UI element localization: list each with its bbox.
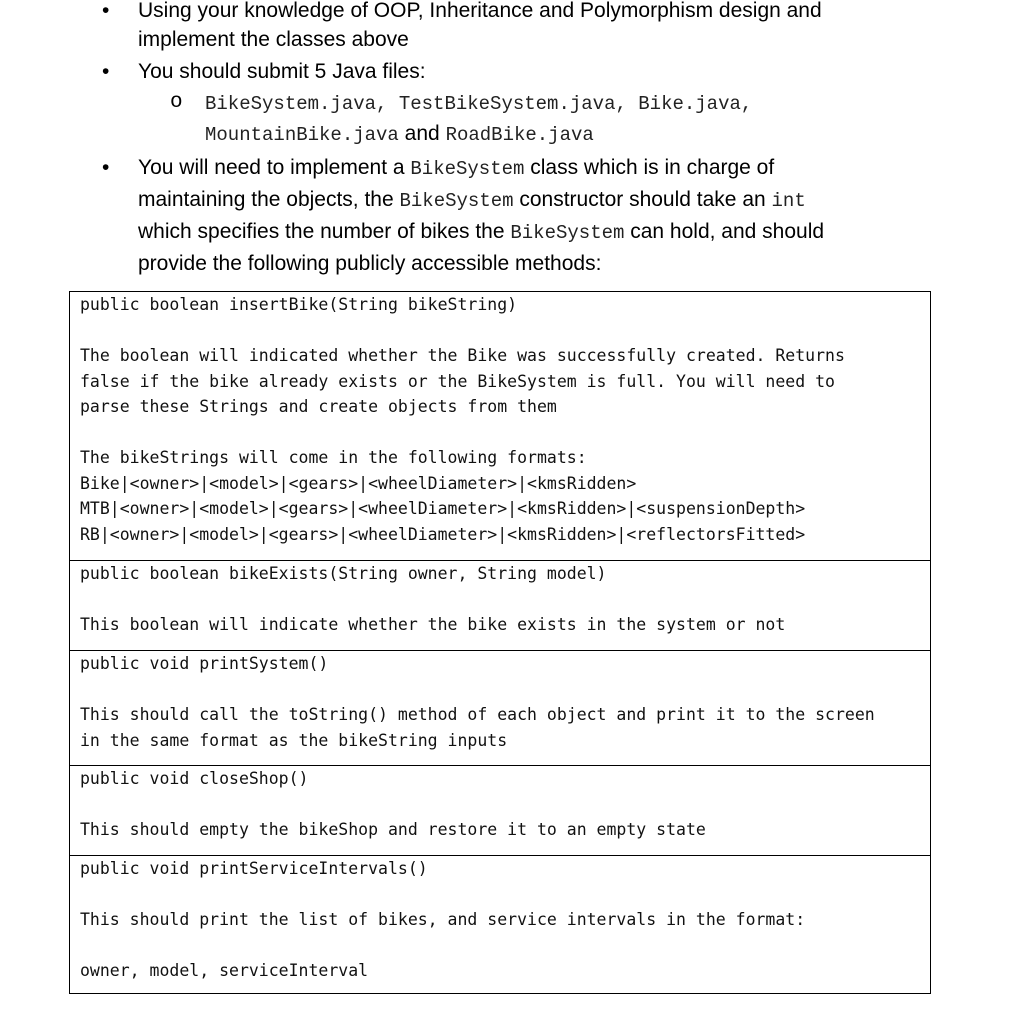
bullet-1-line-2: implement the classes above (138, 28, 409, 51)
bullet-3-line-2 (138, 184, 806, 217)
format-line: RB|<owner>|<model>|<gears>|<wheelDiameter>|<kmsRidden>|<reflectorsFitted> (80, 524, 806, 544)
sub-bullet-line-1 (205, 87, 752, 120)
method-cell-close-shop (70, 765, 930, 855)
sub-bullet-marker: o (170, 91, 183, 114)
method-signature: public void closeShop() (80, 769, 309, 788)
method-signature: public boolean bikeExists(String owner, String model) (80, 564, 607, 583)
file-mountainbike: MountainBike.java (205, 124, 399, 146)
code-int: int (771, 190, 806, 212)
text-segment: You will need to implement a (138, 156, 411, 179)
bullet-2-line-1: You should submit 5 Java files: (138, 60, 426, 83)
bullet-3-line-1 (138, 152, 774, 185)
method-signature: public boolean insertBike(String bikeString) (80, 295, 518, 314)
sub-bullet-line-2 (205, 118, 594, 151)
method-description-line: The boolean will indicated whether the Bike was successfully created. Returns (80, 346, 845, 365)
method-description-line: in the same format as the bikeString inputs (80, 730, 508, 750)
format-line: Bike|<owner>|<model>|<gears>|<wheelDiameter>|<kmsRidden> (80, 473, 637, 493)
method-signature: public void printSystem() (80, 654, 329, 673)
service-format-line: owner, model, serviceInterval (80, 961, 369, 980)
method-cell-print-service-intervals (70, 855, 930, 993)
code-bikesystem: BikeSystem (399, 190, 514, 212)
code-bikesystem: BikeSystem (410, 158, 525, 180)
and-text: and (398, 122, 446, 145)
text-segment: which specifies the number of bikes the (138, 220, 511, 243)
method-signature: public void printServiceIntervals() (80, 859, 428, 878)
file-roadbike: RoadBike.java (445, 124, 594, 146)
formats-intro: The bikeStrings will come in the following formats: (80, 448, 587, 467)
method-description-line: This should print the list of bikes, and service intervals in the format: (80, 910, 806, 929)
bullet-marker: • (102, 60, 110, 83)
text-segment: can hold, and should (624, 220, 825, 243)
method-description-line: This should call the toString() method of each object and print it to the screen (80, 705, 875, 724)
method-cell-print-system (70, 650, 930, 765)
method-description-line: This boolean will indicate whether the bike exists in the system or not (80, 615, 786, 634)
method-cell-insert-bike (70, 292, 930, 560)
text-segment: class which is in charge of (524, 156, 775, 179)
method-cell-bike-exists (70, 560, 930, 650)
bullet-marker: • (102, 0, 110, 22)
code-bikesystem: BikeSystem (510, 222, 625, 244)
methods-table (69, 291, 931, 994)
text-segment: constructor should take an (513, 188, 772, 211)
bullet-marker: • (102, 156, 110, 179)
method-description-line: parse these Strings and create objects from them (80, 397, 557, 416)
format-line: MTB|<owner>|<model>|<gears>|<wheelDiameter>|<kmsRidden>|<suspensionDepth> (80, 499, 806, 518)
bullet-3-line-4: provide the following publicly accessible methods: (138, 252, 602, 275)
file-list-text: BikeSystem.java, TestBikeSystem.java, Bike.java, (205, 93, 753, 115)
bullet-3-line-3 (138, 216, 824, 249)
bullet-1-line-1: Using your knowledge of OOP, Inheritance and Polymorphism design and (138, 0, 822, 22)
method-description-line: This should empty the bikeShop and restore it to an empty state (80, 820, 706, 839)
text-segment: maintaining the objects, the (138, 188, 400, 211)
method-description-line: false if the bike already exists or the BikeSystem is full. You will need to (80, 371, 835, 391)
